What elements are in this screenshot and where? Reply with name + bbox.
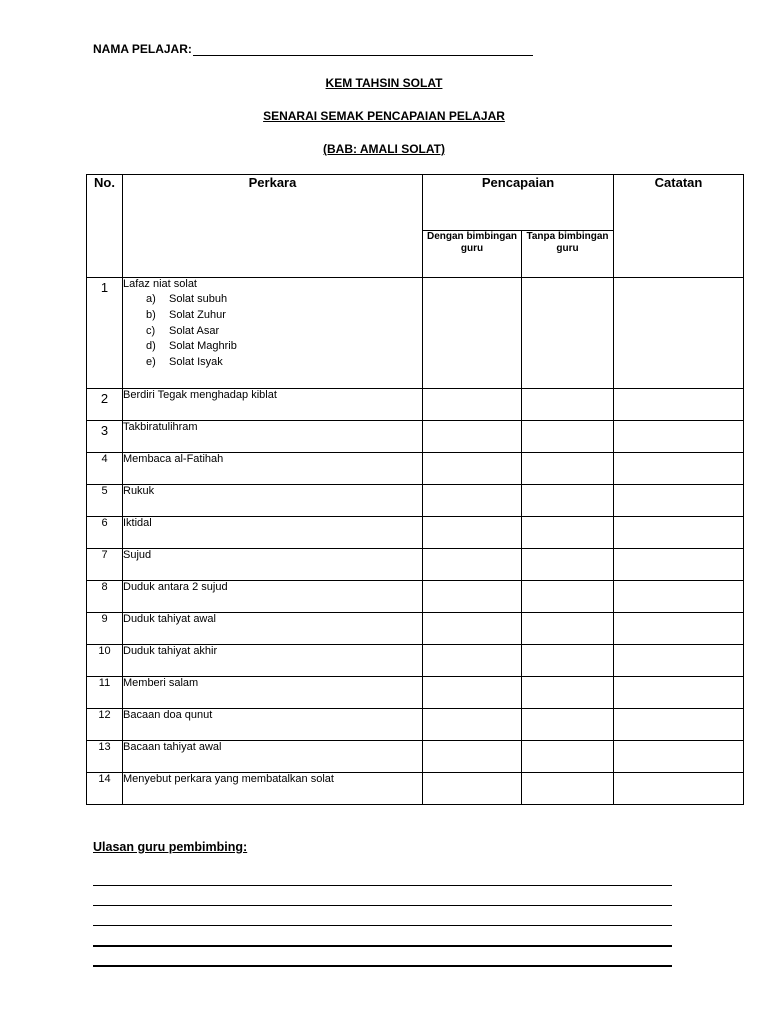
- cell-without-guidance[interactable]: [522, 741, 614, 773]
- list-item: e) Solat Isyak: [146, 356, 223, 369]
- cell-notes[interactable]: [614, 741, 744, 773]
- cell-without-guidance[interactable]: [522, 389, 614, 421]
- review-line[interactable]: [93, 925, 672, 926]
- row-item: Duduk tahiyat awal: [123, 613, 423, 645]
- table-row: [87, 709, 744, 741]
- cell-notes[interactable]: [614, 773, 744, 805]
- column-header-notes: Catatan: [614, 175, 744, 278]
- chapter-heading: (BAB: AMALI SOLAT): [323, 142, 445, 156]
- list-item: a) Solat subuh: [146, 293, 228, 305]
- row-item: Iktidal: [123, 517, 423, 549]
- cell-without-guidance[interactable]: [522, 773, 614, 805]
- row-item: Menyebut perkara yang membatalkan solat: [123, 773, 423, 805]
- list-item: b) Solat Zuhur: [146, 308, 226, 321]
- achievement-checklist-table: [86, 174, 744, 805]
- review-line[interactable]: [93, 885, 672, 886]
- cell-with-guidance[interactable]: [423, 278, 522, 389]
- table-row: [87, 581, 744, 613]
- cell-with-guidance[interactable]: [423, 677, 522, 709]
- sub-item-list: [123, 292, 422, 371]
- row-item: Takbiratulihram: [123, 421, 423, 453]
- row-number: 3: [87, 421, 123, 453]
- cell-without-guidance[interactable]: [522, 709, 614, 741]
- row-item: Membaca al-Fatihah: [123, 453, 423, 485]
- review-line[interactable]: [93, 905, 672, 906]
- document-title: KEM TAHSIN SOLAT: [325, 76, 443, 90]
- column-header-no: No.: [87, 175, 123, 278]
- table-row: [87, 773, 744, 805]
- cell-with-guidance[interactable]: [423, 741, 522, 773]
- row-item: Sujud: [123, 549, 423, 581]
- cell-with-guidance[interactable]: [423, 773, 522, 805]
- row-item: Rukuk: [123, 485, 423, 517]
- row-number: 9: [87, 613, 123, 645]
- cell-without-guidance[interactable]: [522, 613, 614, 645]
- row-number: 13: [87, 741, 123, 773]
- cell-without-guidance[interactable]: [522, 581, 614, 613]
- cell-notes[interactable]: [614, 389, 744, 421]
- cell-with-guidance[interactable]: [423, 421, 522, 453]
- table-row: [87, 517, 744, 549]
- row-number: 4: [87, 453, 123, 485]
- row-number: 12: [87, 709, 123, 741]
- review-line[interactable]: [93, 945, 672, 947]
- cell-notes[interactable]: [614, 278, 744, 389]
- cell-notes[interactable]: [614, 677, 744, 709]
- review-label: Ulasan guru pembimbing:: [93, 840, 248, 854]
- list-item: c) Solat Asar: [146, 324, 220, 337]
- cell-notes[interactable]: [614, 709, 744, 741]
- cell-without-guidance[interactable]: [522, 549, 614, 581]
- row-number: 6: [87, 517, 123, 549]
- table-row: [87, 645, 744, 677]
- cell-notes[interactable]: [614, 421, 744, 453]
- row-item: Duduk antara 2 sujud: [123, 581, 423, 613]
- review-line[interactable]: [93, 965, 672, 967]
- table-row: [87, 677, 744, 709]
- cell-without-guidance[interactable]: [522, 677, 614, 709]
- column-header-achievement: Pencapaian: [423, 175, 614, 231]
- row-number: 5: [87, 485, 123, 517]
- cell-without-guidance[interactable]: [522, 453, 614, 485]
- column-header-item: Perkara: [123, 175, 423, 278]
- cell-notes[interactable]: [614, 645, 744, 677]
- cell-notes[interactable]: [614, 581, 744, 613]
- row-item: Duduk tahiyat akhir: [123, 645, 423, 677]
- row-number: 2: [87, 389, 123, 421]
- cell-with-guidance[interactable]: [423, 613, 522, 645]
- row-number: 8: [87, 581, 123, 613]
- row-number: 11: [87, 677, 123, 709]
- cell-without-guidance[interactable]: [522, 517, 614, 549]
- list-item: d) Solat Maghrib: [146, 340, 237, 353]
- row-number: 1: [87, 278, 123, 389]
- table-row: [87, 453, 744, 485]
- table-row: [87, 613, 744, 645]
- cell-notes[interactable]: [614, 453, 744, 485]
- column-header-without-guidance: Tanpa bimbingan guru: [522, 231, 614, 278]
- table-row: [87, 389, 744, 421]
- column-header-with-guidance: Dengan bimbingan guru: [423, 231, 522, 278]
- table-row: [87, 549, 744, 581]
- student-name-blank[interactable]: [193, 43, 533, 56]
- cell-without-guidance[interactable]: [522, 421, 614, 453]
- cell-notes[interactable]: [614, 549, 744, 581]
- row-item: Berdiri Tegak menghadap kiblat: [123, 389, 423, 421]
- row-item: Memberi salam: [123, 677, 423, 709]
- student-name-field[interactable]: [93, 42, 533, 56]
- table-row: [87, 278, 744, 389]
- table-row: [87, 741, 744, 773]
- cell-with-guidance[interactable]: [423, 709, 522, 741]
- cell-notes[interactable]: [614, 485, 744, 517]
- cell-without-guidance[interactable]: [522, 645, 614, 677]
- row-item: Bacaan tahiyat awal: [123, 741, 423, 773]
- document-subtitle: SENARAI SEMAK PENCAPAIAN PELAJAR: [263, 109, 505, 123]
- table-row: [87, 421, 744, 453]
- row-item-label: Lafaz niat solat: [123, 278, 197, 290]
- row-item: Bacaan doa qunut: [123, 709, 423, 741]
- cell-with-guidance[interactable]: [423, 581, 522, 613]
- row-number: 14: [87, 773, 123, 805]
- cell-without-guidance[interactable]: [522, 278, 614, 389]
- cell-with-guidance[interactable]: [423, 485, 522, 517]
- row-number: 7: [87, 549, 123, 581]
- student-name-label: NAMA PELAJAR:: [93, 42, 192, 56]
- cell-notes[interactable]: [614, 613, 744, 645]
- cell-with-guidance[interactable]: [423, 389, 522, 421]
- row-number: 10: [87, 645, 123, 677]
- cell-with-guidance[interactable]: [423, 549, 522, 581]
- cell-without-guidance[interactable]: [522, 485, 614, 517]
- cell-notes[interactable]: [614, 517, 744, 549]
- cell-with-guidance[interactable]: [423, 517, 522, 549]
- row-item: [123, 278, 423, 389]
- cell-with-guidance[interactable]: [423, 453, 522, 485]
- cell-with-guidance[interactable]: [423, 645, 522, 677]
- table-row: [87, 485, 744, 517]
